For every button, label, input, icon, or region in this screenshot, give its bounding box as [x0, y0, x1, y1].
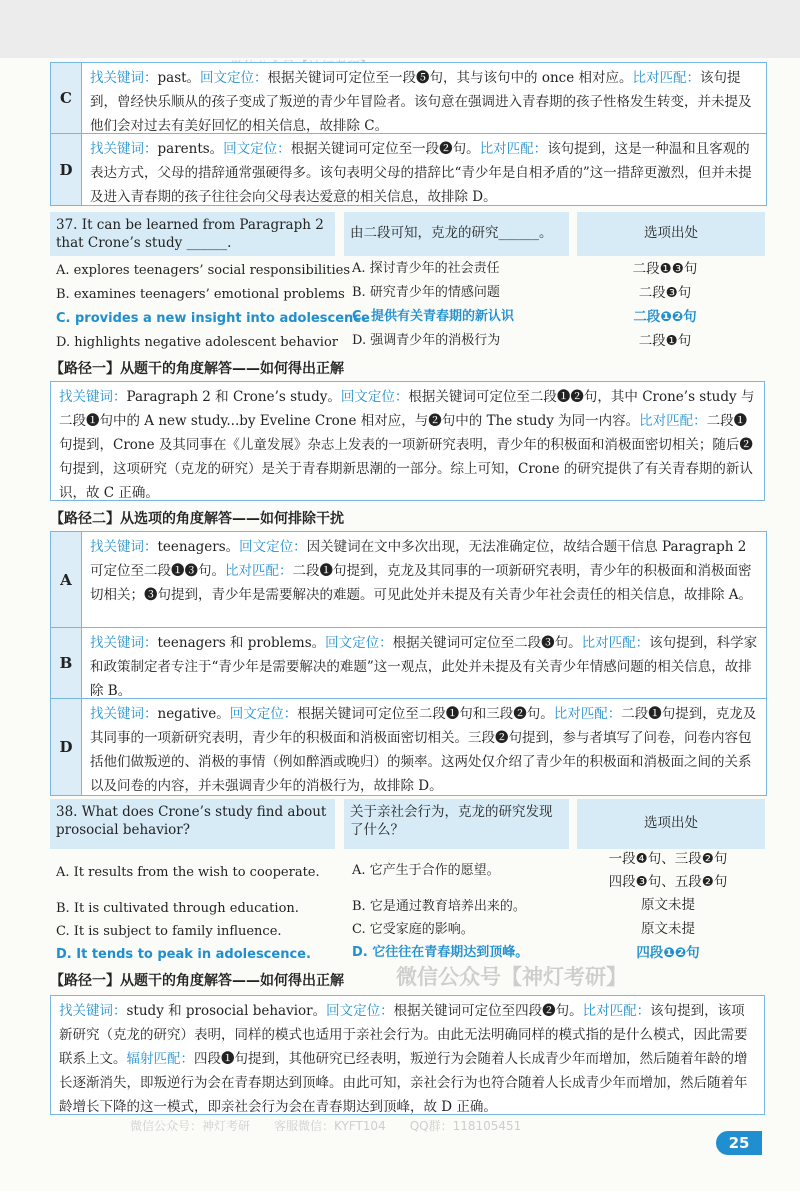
radiate-text: 四段❶句提到，其他研究已经表明，叛逆行为会随着人长成青少年而增加，然后随着年龄的增长逐渐消失，即叛逆行为会在青春期达到顶峰。由此可知，亲社会行为也符合随着人长成青少年而增加，然后随着年龄增长下降的这一模式，即亲社会行为会在青春期达到顶峰，故 D 正确。: [59, 1051, 748, 1115]
match-label: 比对匹配：: [581, 635, 650, 651]
q38-option-d-en: D. It tends to peak in adolescence.: [56, 947, 311, 962]
option-row-c: [51, 63, 766, 133]
q37-source-header: 选项出处: [577, 212, 765, 256]
keyword-label: 找关键词：: [90, 635, 158, 651]
match-label: 比对匹配：: [639, 413, 707, 429]
option-explanation: [82, 63, 766, 133]
option-row-d: [51, 698, 766, 795]
match-text: 二段❶句提到，克龙及其同事的一项新研究表明，青少年的积极面和消极面密切相关。三段❷句提到，参与者填写了问卷，问卷内容包括他们做叛逆的、消极的事情（例如醉酒或晚归）的频率。这两处仅介绍了青少年的积极面和消极面之间的关系以及问卷的内容，并未强调青少年的消极行为，故排除 D。: [90, 706, 757, 794]
q38-source-header: 选项出处: [577, 799, 765, 849]
keyword-label: 找关键词：: [59, 389, 127, 405]
option-explanation: [82, 628, 766, 698]
watermark-bottom: 微信公众号：神灯考研 客服微信：KYFT104 QQ群：118105451: [130, 1119, 522, 1133]
q37-question-en: 37. It can be learned from Paragraph 2 that Crone’s study ______.: [50, 212, 335, 256]
page-number: 25: [716, 1131, 762, 1155]
q38-option-c-source: 原文未提: [641, 921, 695, 937]
locate-text: 根据关键词可定位至二段❶句和三段❷句。: [297, 706, 554, 722]
q38-option-d-zh: D. 它往往在青春期达到顶峰。: [352, 945, 529, 960]
locate-label: 回文定位：: [340, 389, 409, 405]
locate-label: 回文定位：: [239, 539, 307, 555]
locate-label: 回文定位：: [325, 635, 393, 651]
q38-option-a-source: 一段❹句、三段❷句: [608, 851, 728, 867]
q37-option-a-zh: A. 探讨青少年的社会责任: [352, 261, 500, 276]
locate-label: 回文定位：: [200, 70, 268, 86]
q37-option-b-en: B. examines teenagers’ emotional problems: [56, 287, 345, 302]
radiate-label: 辐射匹配：: [126, 1051, 194, 1067]
option-row-a: [51, 532, 766, 627]
match-label: 比对匹配：: [582, 1003, 651, 1019]
locate-text: 根据关键词可定位至一段❺句，其与该句中的 once 相对应。: [267, 70, 633, 86]
locate-label: 回文定位：: [326, 1003, 394, 1019]
option-letter: C: [51, 63, 82, 133]
match-label: 比对匹配：: [479, 141, 548, 157]
top-scan-margin: [0, 0, 800, 58]
q38-option-b-zh: B. 它是通过教育培养出来的。: [352, 899, 526, 914]
q38-option-b-en: B. It is cultivated through education.: [56, 901, 299, 916]
keyword-label: 找关键词：: [90, 141, 158, 157]
q38-option-c-zh: C. 它受家庭的影响。: [352, 922, 474, 937]
match-text: 该句提到，科学家和政策制定者专注于“青少年是需要解决的难题”这一观点，此处并未提及有关青少年情感问题的相关信息，故排除 B。: [90, 635, 758, 699]
q37-option-d-source: 二段❶句: [638, 333, 692, 349]
q38-question-zh: 关于亲社会行为，克龙的研究发现了什么？: [344, 799, 569, 849]
q38-option-d-source: 四段❶❷句: [636, 945, 700, 961]
option-explanation: [82, 699, 766, 795]
q37-option-c-source: 二段❶❷句: [633, 309, 697, 325]
q38-option-a-en: A. It results from the wish to cooperate.: [56, 865, 320, 880]
q37-route1-title: 【路径一】从题干的角度解答——如何得出正解: [50, 361, 344, 377]
option-letter: A: [51, 532, 82, 627]
match-text: 二段❶句提到，Crone 及其同事在《儿童发展》杂志上发表的一项新研究表明，青少年的积极面和消极面密切相关；随后❷句提到，这项研究（克龙的研究）是关于青春期新思潮的一部分。综上可知，Crone 的研究提供了有关青春期的新认识，故 C 正确。: [59, 413, 753, 501]
q37-option-c-en: C. provides a new insight into adolescence: [56, 311, 370, 326]
q38-question-en: 38. What does Crone’s study find about prosocial behavior?: [50, 799, 335, 849]
q37-option-a-source: 二段❶❸句: [632, 261, 698, 277]
locate-label: 回文定位：: [223, 141, 291, 157]
q38-option-a-zh: A. 它产生于合作的愿望。: [352, 863, 500, 878]
q38-option-a-source-2: 四段❸句、五段❷句: [608, 874, 728, 890]
keyword-label: 找关键词：: [90, 70, 158, 86]
q37-option-a-en: A. explores teenagers’ social responsibilities: [56, 263, 351, 278]
keyword-text: Paragraph 2 和 Crone’s study。: [126, 389, 341, 405]
locate-text: 根据关键词可定位至四段❷句。: [393, 1003, 583, 1019]
locate-text: 根据关键词可定位至二段❶❷句，其中 Crone’s study 与二段❶句中的 A new study...by Eveline Crone 相对应，与❷句中的 The study 为同一内容。: [59, 389, 755, 429]
match-text: 该句提到，该项新研究（克龙的研究）表明，同样的模式也适用于亲社会行为。由此无法明确同样的模式指的是什么模式，因此需要联系上文。: [59, 1003, 748, 1067]
locate-text: 根据关键词可定位至二段❸句。: [392, 635, 582, 651]
option-explanation: [82, 532, 766, 627]
q37-route1-box: [50, 381, 765, 501]
keyword-label: 找关键词：: [90, 706, 158, 722]
keyword-text: study 和 prosocial behavior。: [126, 1003, 327, 1019]
keyword-text: negative。: [157, 706, 230, 722]
match-label: 比对匹配：: [225, 563, 293, 579]
q37-question-zh: 由二段可知，克龙的研究______。: [344, 212, 569, 256]
option-letter: B: [51, 628, 82, 698]
q37-option-c-zh: C. 提供有关青春期的新认识: [352, 309, 515, 324]
locate-text: 因关键词在文中多次出现，无法准确定位，故结合题干信息 Paragraph 2 可定位至二段❶❸句。: [90, 539, 747, 579]
q37-option-b-source: 二段❸句: [638, 285, 692, 301]
q37-route2-box: [50, 531, 767, 796]
q38-route1-title: 【路径一】从题干的角度解答——如何得出正解: [50, 973, 344, 989]
match-label: 比对匹配：: [553, 706, 622, 722]
option-letter: D: [51, 699, 82, 795]
q37-option-b-zh: B. 研究青少年的情感问题: [352, 285, 500, 300]
option-explanation: [82, 134, 766, 205]
q37-option-d-en: D. highlights negative adolescent behavior: [56, 335, 338, 350]
option-letter: D: [51, 134, 82, 205]
keyword-label: 找关键词：: [90, 539, 158, 555]
q37-option-d-zh: D. 强调青少年的消极行为: [352, 333, 501, 348]
keyword-text: parents。: [157, 141, 224, 157]
keyword-text: past。: [157, 70, 201, 86]
option-row-b: [51, 627, 766, 698]
keyword-text: teenagers 和 problems。: [157, 635, 326, 651]
match-text: 该句提到，曾经快乐顺从的孩子变成了叛逆的青少年冒险者。该句意在强调进入青春期的孩子性格发生转变，并未提及他们会对过去有美好回忆的相关信息，故排除 C。: [90, 70, 752, 134]
locate-text: 根据关键词可定位至一段❷句。: [290, 141, 480, 157]
watermark-main: 微信公众号【神灯考研】: [396, 965, 627, 989]
option-row-d: [51, 133, 766, 205]
keyword-label: 找关键词：: [59, 1003, 127, 1019]
match-text: 二段❶句提到，克龙及其同事的一项新研究表明，青少年的积极面和消极面密切相关；❸句提到，青少年是需要解决的难题。可见此处并未提及有关青少年社会责任的相关信息，故排除 A。: [90, 563, 753, 603]
q38-option-b-source: 原文未提: [641, 897, 695, 913]
keyword-text: teenagers。: [157, 539, 240, 555]
match-text: 该句提到，这是一种温和且客观的表达方式，父母的措辞通常强硬得多。该句表明父母的措辞比“青少年是自相矛盾的”这一措辞更激烈，但并未提及进入青春期的孩子往往会向父母表达爱意的相关信息，故排除 D。: [90, 141, 752, 205]
q37-route2-title: 【路径二】从选项的角度解答——如何排除干扰: [50, 511, 344, 527]
match-label: 比对匹配：: [632, 70, 701, 86]
prev-question-options-box: [50, 62, 767, 206]
q38-route1-box: [50, 995, 765, 1115]
q38-option-c-en: C. It is subject to family influence.: [56, 924, 282, 939]
locate-label: 回文定位：: [229, 706, 298, 722]
